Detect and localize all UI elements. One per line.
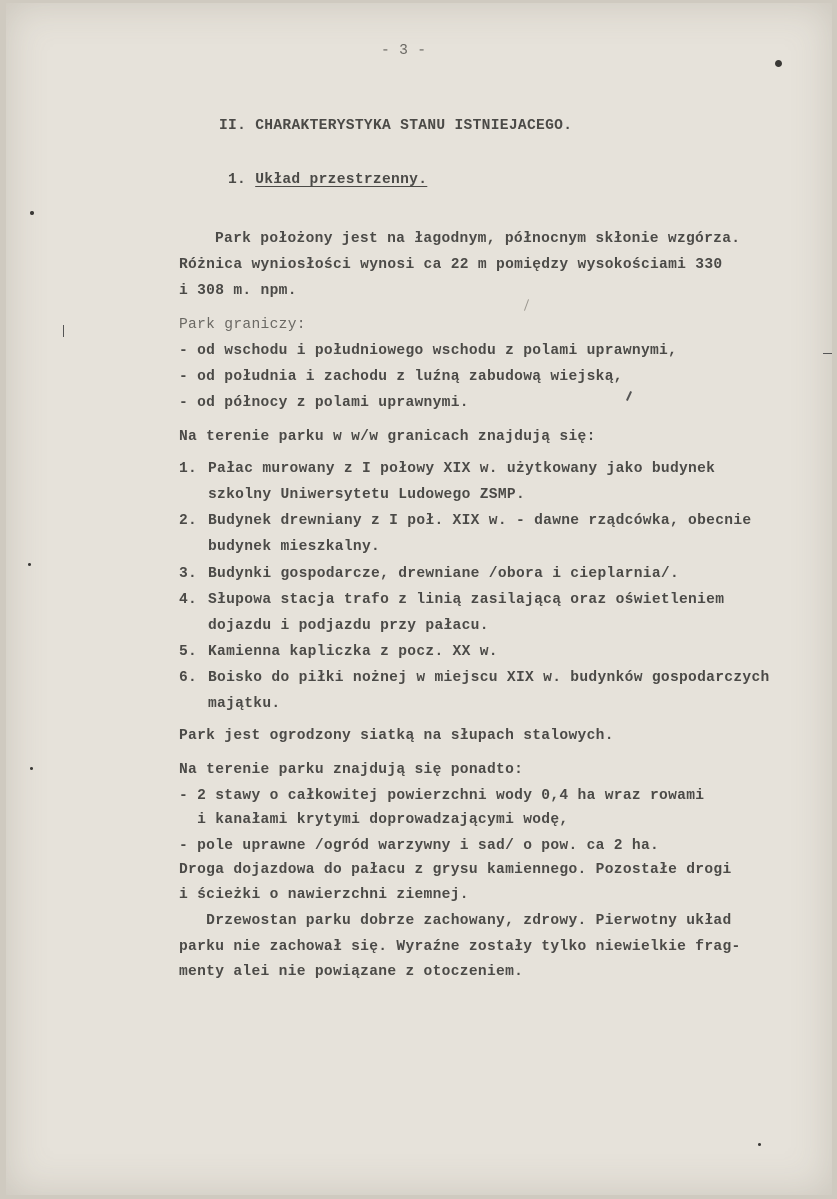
text-line: parku nie zachował się. Wyraźne zostały tylko niewielkie frag- (179, 939, 741, 955)
speck-mark (30, 767, 33, 770)
feature-number: 4. (179, 592, 198, 608)
speck-mark (30, 211, 34, 215)
feature-line: Kamienna kapliczka z pocz. XX w. (208, 644, 498, 660)
feature-number: 2. (179, 513, 198, 529)
feature-line: dojazdu i podjazdu przy pałacu. (208, 618, 489, 634)
list-item: - od południa i zachodu z luźną zabudową wiejską, (179, 369, 623, 385)
text-line: menty alei nie powiązane z otoczeniem. (179, 964, 524, 980)
text-line: - pole uprawne /ogród warzywny i sad/ o pow. ca 2 ha. (179, 838, 660, 854)
document-page (6, 3, 832, 1195)
feature-line: Słupowa stacja trafo z linią zasilającą oraz oświetleniem (208, 592, 725, 608)
feature-line: Boisko do piłki nożnej w miejscu XIX w. budynków gospodarczych (208, 670, 770, 686)
chapter-heading: II. CHARAKTERYSTYKA STANU ISTNIEJACEGO. (219, 118, 573, 134)
list-item: - od północy z polami uprawnymi. (179, 395, 469, 411)
feature-line: majątku. (208, 696, 281, 712)
margin-mark (823, 353, 832, 354)
borders-intro: Park graniczy: (179, 317, 306, 333)
features-intro: Na terenie parku w w/w granicach znajdują się: (179, 429, 596, 445)
speck-mark (775, 60, 782, 67)
feature-line: Pałac murowany z I połowy XIX w. użytkowany jako budynek (208, 461, 716, 477)
margin-mark (63, 325, 64, 337)
speck-mark (28, 563, 31, 566)
speck-mark (758, 1143, 761, 1146)
pen-mark (626, 391, 632, 401)
fence-sentence: Park jest ogrodzony siatką na słupach stalowych. (179, 728, 614, 744)
text-line: Drzewostan parku dobrze zachowany, zdrowy. Pierwotny układ (179, 913, 732, 929)
feature-line: Budynki gospodarcze, drewniane /obora i cieplarnia/. (208, 566, 679, 582)
feature-line: Budynek drewniany z I poł. XIX w. - dawne rządcówka, obecnie (208, 513, 752, 529)
feature-number: 1. (179, 461, 198, 477)
text-line: i ścieżki o nawierzchni ziemnej. (179, 887, 469, 903)
feature-number: 5. (179, 644, 198, 660)
page-number: - 3 - (381, 43, 427, 59)
feature-number: 3. (179, 566, 198, 582)
text-line: i kanałami krytymi doprowadzającymi wodę, (179, 812, 569, 828)
text-line: Park położony jest na łagodnym, północnym skłonie wzgórza. (215, 231, 741, 247)
feature-line: budynek mieszkalny. (208, 539, 381, 555)
feature-number: 6. (179, 670, 198, 686)
text-line: i 308 m. npm. (179, 283, 297, 299)
text-line: Droga dojazdowa do pałacu z grysu kamiennego. Pozostałe drogi (179, 862, 732, 878)
feature-line: szkolny Uniwersytetu Ludowego ZSMP. (208, 487, 526, 503)
section-title-text: Układ przestrzenny. (255, 172, 428, 188)
section-number: 1. (228, 172, 247, 188)
section-title (228, 172, 427, 188)
text-line: Różnica wyniosłości wynosi ca 22 m pomiędzy wysokościami 330 (179, 257, 723, 273)
additional-intro: Na terenie parku znajdują się ponadto: (179, 762, 524, 778)
list-item: - od wschodu i południowego wschodu z polami uprawnymi, (179, 343, 678, 359)
pen-mark (524, 299, 529, 311)
text-line: - 2 stawy o całkowitej powierzchni wody 0,4 ha wraz rowami (179, 788, 705, 804)
